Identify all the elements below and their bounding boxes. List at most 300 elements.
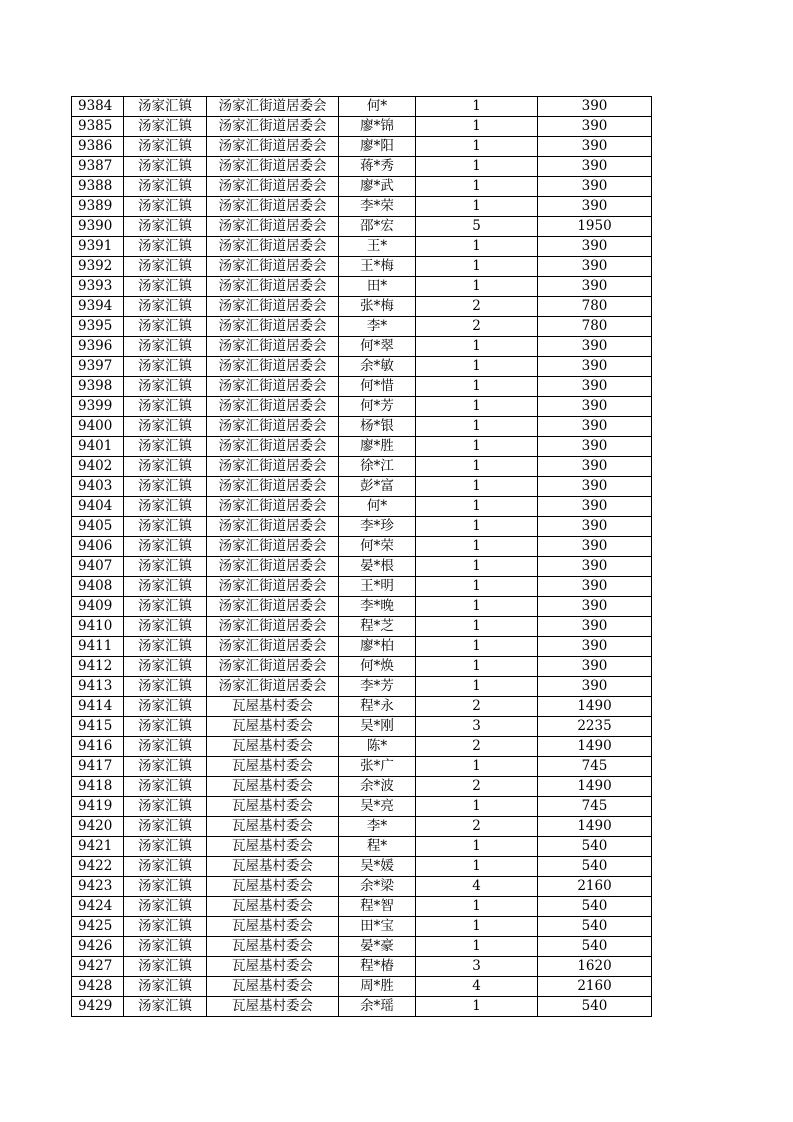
row-id-cell: 9426 [72,937,124,957]
row-id-cell: 9429 [72,997,124,1017]
name-cell: 李*荣 [339,197,416,217]
town-cell: 汤家汇镇 [124,397,207,417]
row-id-cell: 9392 [72,257,124,277]
count-cell: 1 [416,517,538,537]
town-cell: 汤家汇镇 [124,417,207,437]
village-cell: 瓦屋基村委会 [207,717,339,737]
row-id-cell: 9423 [72,877,124,897]
village-cell: 汤家汇街道居委会 [207,637,339,657]
amount-cell: 2160 [538,977,652,997]
town-cell: 汤家汇镇 [124,817,207,837]
count-cell: 1 [416,277,538,297]
town-cell: 汤家汇镇 [124,277,207,297]
amount-cell: 540 [538,937,652,957]
row-id-cell: 9389 [72,197,124,217]
count-cell: 2 [416,697,538,717]
town-cell: 汤家汇镇 [124,597,207,617]
name-cell: 田*宝 [339,917,416,937]
village-cell: 瓦屋基村委会 [207,997,339,1017]
row-id-cell: 9386 [72,137,124,157]
row-id-cell: 9428 [72,977,124,997]
town-cell: 汤家汇镇 [124,657,207,677]
town-cell: 汤家汇镇 [124,197,207,217]
amount-cell: 390 [538,117,652,137]
town-cell: 汤家汇镇 [124,617,207,637]
amount-cell: 540 [538,837,652,857]
count-cell: 1 [416,437,538,457]
count-cell: 1 [416,757,538,777]
town-cell: 汤家汇镇 [124,637,207,657]
town-cell: 汤家汇镇 [124,477,207,497]
amount-cell: 540 [538,857,652,877]
table-row [72,857,652,877]
village-cell: 瓦屋基村委会 [207,897,339,917]
table-row [72,337,652,357]
village-cell: 瓦屋基村委会 [207,797,339,817]
amount-cell: 390 [538,157,652,177]
row-id-cell: 9385 [72,117,124,137]
town-cell: 汤家汇镇 [124,217,207,237]
name-cell: 张*广 [339,757,416,777]
beneficiary-table [71,96,652,1017]
table-row [72,817,652,837]
village-cell: 瓦屋基村委会 [207,957,339,977]
name-cell: 李*芳 [339,677,416,697]
count-cell: 1 [416,797,538,817]
count-cell: 1 [416,857,538,877]
amount-cell: 390 [538,577,652,597]
name-cell: 彭*富 [339,477,416,497]
town-cell: 汤家汇镇 [124,257,207,277]
name-cell: 程*椿 [339,957,416,977]
count-cell: 1 [416,497,538,517]
table-row [72,917,652,937]
table-row [72,417,652,437]
count-cell: 3 [416,957,538,977]
town-cell: 汤家汇镇 [124,917,207,937]
row-id-cell: 9420 [72,817,124,837]
count-cell: 2 [416,777,538,797]
row-id-cell: 9413 [72,677,124,697]
count-cell: 1 [416,157,538,177]
town-cell: 汤家汇镇 [124,97,207,117]
name-cell: 晏*根 [339,557,416,577]
count-cell: 2 [416,817,538,837]
name-cell: 邵*宏 [339,217,416,237]
name-cell: 李* [339,317,416,337]
row-id-cell: 9409 [72,597,124,617]
count-cell: 1 [416,657,538,677]
table-row [72,577,652,597]
table-row [72,117,652,137]
row-id-cell: 9416 [72,737,124,757]
name-cell: 程*永 [339,697,416,717]
table-row [72,137,652,157]
amount-cell: 390 [538,657,652,677]
village-cell: 瓦屋基村委会 [207,697,339,717]
amount-cell: 390 [538,597,652,617]
row-id-cell: 9410 [72,617,124,637]
row-id-cell: 9398 [72,377,124,397]
amount-cell: 1950 [538,217,652,237]
row-id-cell: 9418 [72,777,124,797]
amount-cell: 390 [538,517,652,537]
count-cell: 3 [416,717,538,737]
row-id-cell: 9405 [72,517,124,537]
row-id-cell: 9399 [72,397,124,417]
row-id-cell: 9408 [72,577,124,597]
amount-cell: 1490 [538,817,652,837]
row-id-cell: 9422 [72,857,124,877]
town-cell: 汤家汇镇 [124,237,207,257]
row-id-cell: 9419 [72,797,124,817]
table-row [72,697,652,717]
town-cell: 汤家汇镇 [124,157,207,177]
row-id-cell: 9395 [72,317,124,337]
row-id-cell: 9397 [72,357,124,377]
town-cell: 汤家汇镇 [124,377,207,397]
amount-cell: 1490 [538,737,652,757]
name-cell: 何*焕 [339,657,416,677]
count-cell: 2 [416,317,538,337]
town-cell: 汤家汇镇 [124,337,207,357]
table-row [72,777,652,797]
village-cell: 汤家汇街道居委会 [207,117,339,137]
name-cell: 余*波 [339,777,416,797]
village-cell: 汤家汇街道居委会 [207,337,339,357]
village-cell: 汤家汇街道居委会 [207,357,339,377]
count-cell: 1 [416,557,538,577]
row-id-cell: 9417 [72,757,124,777]
town-cell: 汤家汇镇 [124,357,207,377]
amount-cell: 390 [538,397,652,417]
name-cell: 周*胜 [339,977,416,997]
amount-cell: 540 [538,997,652,1017]
town-cell: 汤家汇镇 [124,297,207,317]
table-row [72,317,652,337]
amount-cell: 390 [538,417,652,437]
count-cell: 4 [416,977,538,997]
table-row [72,357,652,377]
table-row [72,897,652,917]
town-cell: 汤家汇镇 [124,757,207,777]
row-id-cell: 9391 [72,237,124,257]
amount-cell: 390 [538,357,652,377]
village-cell: 汤家汇街道居委会 [207,217,339,237]
table-row [72,157,652,177]
count-cell: 1 [416,377,538,397]
table-row [72,937,652,957]
town-cell: 汤家汇镇 [124,837,207,857]
name-cell: 徐*江 [339,457,416,477]
count-cell: 1 [416,837,538,857]
name-cell: 何* [339,97,416,117]
row-id-cell: 9394 [72,297,124,317]
table-row [72,657,652,677]
row-id-cell: 9402 [72,457,124,477]
amount-cell: 390 [538,677,652,697]
name-cell: 李*晚 [339,597,416,617]
village-cell: 汤家汇街道居委会 [207,497,339,517]
table-row [72,257,652,277]
count-cell: 1 [416,197,538,217]
name-cell: 廖*武 [339,177,416,197]
row-id-cell: 9411 [72,637,124,657]
row-id-cell: 9425 [72,917,124,937]
village-cell: 瓦屋基村委会 [207,937,339,957]
amount-cell: 390 [538,277,652,297]
row-id-cell: 9421 [72,837,124,857]
row-id-cell: 9400 [72,417,124,437]
count-cell: 1 [416,617,538,637]
name-cell: 何* [339,497,416,517]
row-id-cell: 9427 [72,957,124,977]
village-cell: 汤家汇街道居委会 [207,657,339,677]
amount-cell: 540 [538,917,652,937]
count-cell: 2 [416,737,538,757]
count-cell: 1 [416,597,538,617]
amount-cell: 2160 [538,877,652,897]
count-cell: 1 [416,117,538,137]
count-cell: 1 [416,677,538,697]
amount-cell: 390 [538,437,652,457]
count-cell: 1 [416,337,538,357]
amount-cell: 1490 [538,697,652,717]
table-row [72,517,652,537]
village-cell: 汤家汇街道居委会 [207,477,339,497]
table-row [72,457,652,477]
count-cell: 1 [416,917,538,937]
amount-cell: 390 [538,197,652,217]
name-cell: 王*梅 [339,257,416,277]
village-cell: 汤家汇街道居委会 [207,97,339,117]
table-row [72,97,652,117]
table-row [72,177,652,197]
row-id-cell: 9404 [72,497,124,517]
table-row [72,297,652,317]
village-cell: 瓦屋基村委会 [207,737,339,757]
town-cell: 汤家汇镇 [124,117,207,137]
village-cell: 瓦屋基村委会 [207,977,339,997]
village-cell: 汤家汇街道居委会 [207,597,339,617]
name-cell: 何*翠 [339,337,416,357]
name-cell: 吴*媛 [339,857,416,877]
amount-cell: 390 [538,497,652,517]
name-cell: 程*智 [339,897,416,917]
amount-cell: 540 [538,897,652,917]
table-row [72,397,652,417]
row-id-cell: 9407 [72,557,124,577]
village-cell: 汤家汇街道居委会 [207,177,339,197]
table-row [72,637,652,657]
name-cell: 廖*阳 [339,137,416,157]
town-cell: 汤家汇镇 [124,957,207,977]
amount-cell: 390 [538,237,652,257]
amount-cell: 745 [538,757,652,777]
amount-cell: 390 [538,337,652,357]
count-cell: 1 [416,237,538,257]
table-row [72,717,652,737]
count-cell: 1 [416,417,538,437]
row-id-cell: 9403 [72,477,124,497]
amount-cell: 780 [538,297,652,317]
village-cell: 汤家汇街道居委会 [207,277,339,297]
table-row [72,977,652,997]
name-cell: 廖*柏 [339,637,416,657]
village-cell: 汤家汇街道居委会 [207,377,339,397]
town-cell: 汤家汇镇 [124,877,207,897]
town-cell: 汤家汇镇 [124,517,207,537]
village-cell: 汤家汇街道居委会 [207,617,339,637]
village-cell: 汤家汇街道居委会 [207,577,339,597]
name-cell: 余*敏 [339,357,416,377]
table-row [72,237,652,257]
name-cell: 何*荣 [339,537,416,557]
count-cell: 1 [416,357,538,377]
town-cell: 汤家汇镇 [124,937,207,957]
name-cell: 晏*豪 [339,937,416,957]
table-row [72,757,652,777]
amount-cell: 390 [538,477,652,497]
name-cell: 廖*锦 [339,117,416,137]
row-id-cell: 9424 [72,897,124,917]
town-cell: 汤家汇镇 [124,777,207,797]
town-cell: 汤家汇镇 [124,997,207,1017]
count-cell: 1 [416,137,538,157]
town-cell: 汤家汇镇 [124,317,207,337]
amount-cell: 390 [538,97,652,117]
row-id-cell: 9387 [72,157,124,177]
amount-cell: 390 [538,257,652,277]
amount-cell: 390 [538,177,652,197]
table-row [72,497,652,517]
village-cell: 汤家汇街道居委会 [207,317,339,337]
table-row [72,877,652,897]
row-id-cell: 9393 [72,277,124,297]
amount-cell: 390 [538,537,652,557]
row-id-cell: 9388 [72,177,124,197]
town-cell: 汤家汇镇 [124,537,207,557]
name-cell: 王*明 [339,577,416,597]
village-cell: 瓦屋基村委会 [207,837,339,857]
table-row [72,377,652,397]
village-cell: 汤家汇街道居委会 [207,397,339,417]
table-row [72,797,652,817]
name-cell: 李*珍 [339,517,416,537]
amount-cell: 390 [538,137,652,157]
name-cell: 杨*银 [339,417,416,437]
village-cell: 瓦屋基村委会 [207,817,339,837]
town-cell: 汤家汇镇 [124,717,207,737]
village-cell: 瓦屋基村委会 [207,857,339,877]
table-row [72,537,652,557]
town-cell: 汤家汇镇 [124,577,207,597]
row-id-cell: 9415 [72,717,124,737]
count-cell: 5 [416,217,538,237]
town-cell: 汤家汇镇 [124,177,207,197]
amount-cell: 390 [538,617,652,637]
table-row [72,737,652,757]
table-row [72,437,652,457]
name-cell: 余*瑶 [339,997,416,1017]
town-cell: 汤家汇镇 [124,497,207,517]
village-cell: 瓦屋基村委会 [207,877,339,897]
amount-cell: 1490 [538,777,652,797]
row-id-cell: 9396 [72,337,124,357]
table-row [72,617,652,637]
village-cell: 瓦屋基村委会 [207,917,339,937]
village-cell: 汤家汇街道居委会 [207,197,339,217]
town-cell: 汤家汇镇 [124,697,207,717]
amount-cell: 2235 [538,717,652,737]
table-row [72,957,652,977]
row-id-cell: 9414 [72,697,124,717]
count-cell: 1 [416,257,538,277]
amount-cell: 780 [538,317,652,337]
name-cell: 余*梁 [339,877,416,897]
name-cell: 王* [339,237,416,257]
table-row [72,477,652,497]
count-cell: 1 [416,577,538,597]
amount-cell: 745 [538,797,652,817]
row-id-cell: 9406 [72,537,124,557]
village-cell: 汤家汇街道居委会 [207,237,339,257]
row-id-cell: 9390 [72,217,124,237]
village-cell: 汤家汇街道居委会 [207,437,339,457]
count-cell: 1 [416,937,538,957]
count-cell: 2 [416,297,538,317]
town-cell: 汤家汇镇 [124,137,207,157]
name-cell: 廖*胜 [339,437,416,457]
town-cell: 汤家汇镇 [124,677,207,697]
table-row [72,837,652,857]
amount-cell: 1620 [538,957,652,977]
name-cell: 何*芳 [339,397,416,417]
name-cell: 程*芝 [339,617,416,637]
amount-cell: 390 [538,637,652,657]
count-cell: 1 [416,897,538,917]
table-row [72,277,652,297]
amount-cell: 390 [538,457,652,477]
count-cell: 1 [416,477,538,497]
row-id-cell: 9401 [72,437,124,457]
name-cell: 何*惜 [339,377,416,397]
town-cell: 汤家汇镇 [124,977,207,997]
name-cell: 蒋*秀 [339,157,416,177]
village-cell: 汤家汇街道居委会 [207,257,339,277]
amount-cell: 390 [538,377,652,397]
name-cell: 张*梅 [339,297,416,317]
town-cell: 汤家汇镇 [124,457,207,477]
town-cell: 汤家汇镇 [124,797,207,817]
count-cell: 1 [416,537,538,557]
count-cell: 1 [416,457,538,477]
village-cell: 汤家汇街道居委会 [207,557,339,577]
village-cell: 汤家汇街道居委会 [207,297,339,317]
name-cell: 田* [339,277,416,297]
village-cell: 汤家汇街道居委会 [207,137,339,157]
village-cell: 汤家汇街道居委会 [207,517,339,537]
count-cell: 1 [416,97,538,117]
town-cell: 汤家汇镇 [124,437,207,457]
count-cell: 4 [416,877,538,897]
village-cell: 瓦屋基村委会 [207,757,339,777]
table-row [72,557,652,577]
table-row [72,217,652,237]
name-cell: 吴*亮 [339,797,416,817]
village-cell: 汤家汇街道居委会 [207,417,339,437]
name-cell: 李* [339,817,416,837]
